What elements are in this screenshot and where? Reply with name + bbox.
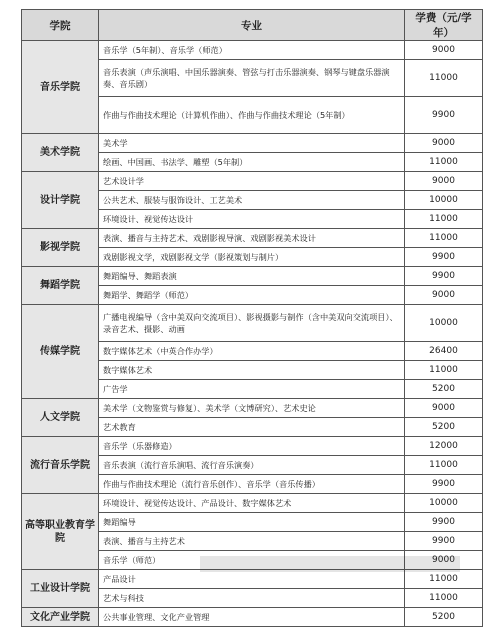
fee-cell: 10000 — [405, 494, 483, 513]
header-row — [22, 10, 483, 41]
major-cell: 舞蹈编导、舞蹈表演 — [99, 267, 405, 286]
major-cell: 艺术与科技 — [99, 589, 405, 608]
fee-cell: 12000 — [405, 437, 483, 456]
major-cell: 美术学 — [99, 134, 405, 153]
major-cell: 环境设计、视觉传达设计 — [99, 210, 405, 229]
major-cell: 表演、播音与主持艺术 — [99, 532, 405, 551]
major-cell: 产品设计 — [99, 570, 405, 589]
fee-cell: 9900 — [405, 267, 483, 286]
table-body — [22, 41, 483, 627]
major-cell: 舞蹈编导 — [99, 513, 405, 532]
fee-cell: 11000 — [405, 229, 483, 248]
header-fee: 学费（元/学年） — [405, 10, 483, 41]
fee-cell: 9000 — [405, 41, 483, 60]
fee-cell: 9900 — [405, 513, 483, 532]
major-cell: 舞蹈学、舞蹈学（师范） — [99, 286, 405, 305]
table-row — [22, 267, 483, 286]
major-cell: 作曲与作曲技术理论（计算机作曲）、作曲与作曲技术理论（5年制） — [99, 97, 405, 134]
table-row — [22, 608, 483, 627]
college-cell: 美术学院 — [22, 134, 99, 172]
fee-cell: 5200 — [405, 418, 483, 437]
major-cell: 环境设计、视觉传达设计、产品设计、数字媒体艺术 — [99, 494, 405, 513]
fee-cell: 11000 — [405, 60, 483, 97]
major-cell: 音乐表演（声乐演唱、中国乐器演奏、管弦与打击乐器演奏、钢琴与键盘乐器演奏、音乐剧） — [99, 60, 405, 97]
fee-cell: 11000 — [405, 570, 483, 589]
college-cell: 设计学院 — [22, 172, 99, 229]
major-cell: 艺术设计学 — [99, 172, 405, 191]
major-cell: 音乐学（5年制）、音乐学（师范） — [99, 41, 405, 60]
header-college: 学院 — [22, 10, 99, 41]
major-cell: 美术学（文物鉴赏与修复）、美术学（文博研究）、艺术史论 — [99, 399, 405, 418]
fee-cell: 11000 — [405, 153, 483, 172]
college-cell: 舞蹈学院 — [22, 267, 99, 305]
major-cell: 音乐学（师范） — [99, 551, 405, 570]
table-row — [22, 172, 483, 191]
major-cell: 作曲与作曲技术理论（流行音乐创作）、音乐学（音乐传播） — [99, 475, 405, 494]
fee-cell: 9000 — [405, 286, 483, 305]
fee-cell: 5200 — [405, 608, 483, 627]
fee-cell: 26400 — [405, 342, 483, 361]
fee-cell: 5200 — [405, 380, 483, 399]
fee-cell: 10000 — [405, 305, 483, 342]
fee-cell: 9900 — [405, 97, 483, 134]
major-cell: 表演、播音与主持艺术、戏剧影视导演、戏剧影视美术设计 — [99, 229, 405, 248]
fee-cell: 9900 — [405, 248, 483, 267]
major-cell: 公共事业管理、文化产业管理 — [99, 608, 405, 627]
major-cell: 音乐学（乐器修造） — [99, 437, 405, 456]
fee-cell: 9900 — [405, 475, 483, 494]
fee-cell: 9000 — [405, 172, 483, 191]
watermark-overlay — [200, 556, 460, 572]
fee-cell: 9000 — [405, 134, 483, 153]
fee-cell: 10000 — [405, 191, 483, 210]
table-row — [22, 437, 483, 456]
college-cell: 传媒学院 — [22, 305, 99, 399]
table-row — [22, 494, 483, 513]
tuition-table — [21, 9, 483, 627]
table-row — [22, 305, 483, 342]
major-cell: 艺术教育 — [99, 418, 405, 437]
college-cell: 影视学院 — [22, 229, 99, 267]
major-cell: 音乐表演（流行音乐演唱、流行音乐演奏） — [99, 456, 405, 475]
fee-cell: 11000 — [405, 361, 483, 380]
table-row — [22, 570, 483, 589]
fee-cell: 9000 — [405, 399, 483, 418]
major-cell: 数字媒体艺术（中英合作办学） — [99, 342, 405, 361]
college-cell: 高等职业教育学院 — [22, 494, 99, 570]
fee-cell: 11000 — [405, 456, 483, 475]
table-row — [22, 229, 483, 248]
major-cell: 戏剧影视文学，戏剧影视文学（影视策划与制片） — [99, 248, 405, 267]
fee-cell: 9000 — [405, 551, 483, 570]
fee-cell: 9900 — [405, 532, 483, 551]
major-cell: 广告学 — [99, 380, 405, 399]
college-cell: 文化产业学院 — [22, 608, 99, 627]
major-cell: 广播电视编导（含中美双向交流项目）、影视摄影与制作（含中美双向交流项目）、录音艺术、摄影、动画 — [99, 305, 405, 342]
major-cell: 绘画、中国画、书法学、雕塑（5年制） — [99, 153, 405, 172]
table-row — [22, 41, 483, 60]
fee-cell: 11000 — [405, 589, 483, 608]
major-cell: 数字媒体艺术 — [99, 361, 405, 380]
table-row — [22, 399, 483, 418]
college-cell: 流行音乐学院 — [22, 437, 99, 494]
header-major: 专业 — [99, 10, 405, 41]
college-cell: 工业设计学院 — [22, 570, 99, 608]
major-cell: 公共艺术、服装与服饰设计、工艺美术 — [99, 191, 405, 210]
fee-cell: 11000 — [405, 210, 483, 229]
college-cell: 音乐学院 — [22, 41, 99, 134]
table-row — [22, 134, 483, 153]
college-cell: 人文学院 — [22, 399, 99, 437]
